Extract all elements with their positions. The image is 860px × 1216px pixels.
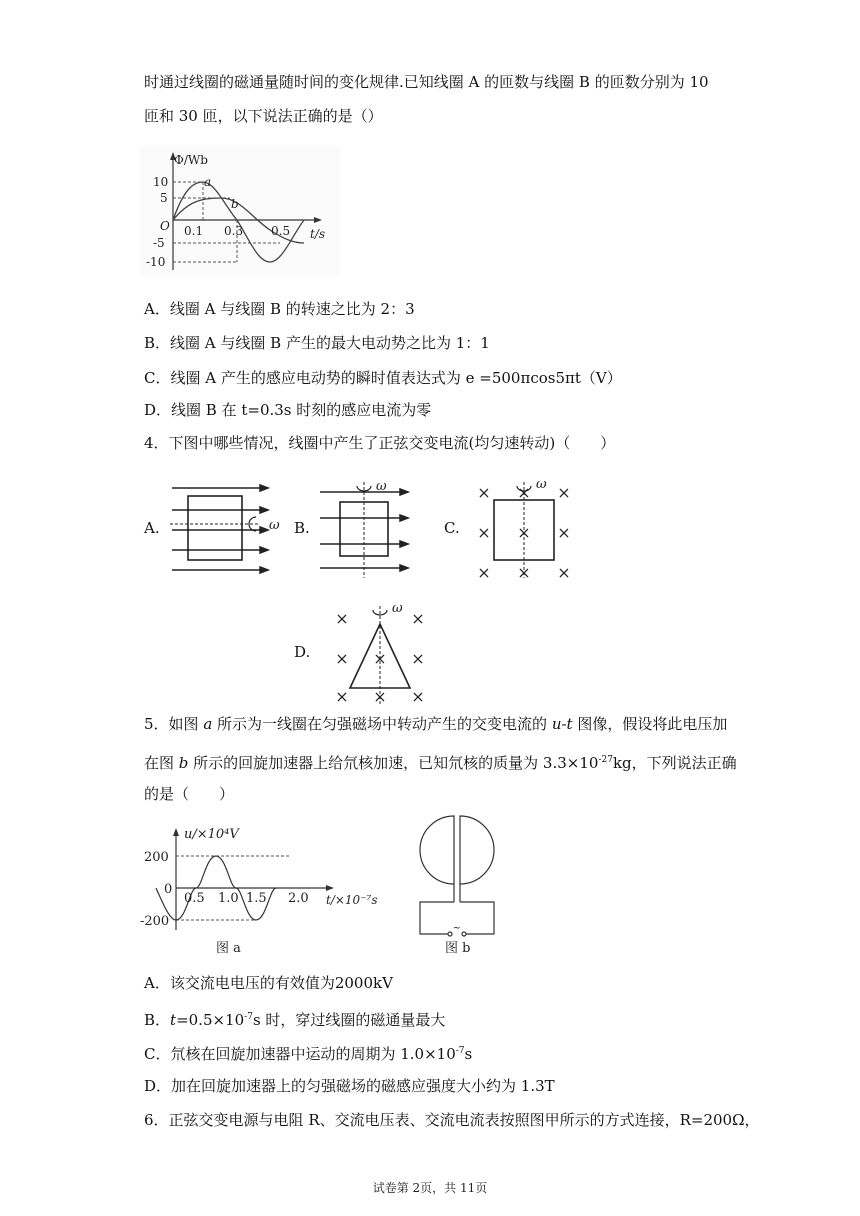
svg-text:×: × xyxy=(517,523,531,542)
x-tick-0.1: 0.1 xyxy=(184,224,204,238)
y-axis-label: Φ/Wb xyxy=(174,153,208,167)
x-tick-1.5: 1.5 xyxy=(246,891,267,906)
svg-text:×: × xyxy=(517,563,531,580)
x-tick-2.0: 2.0 xyxy=(288,891,309,906)
svg-text:×: × xyxy=(557,563,571,580)
x-tick-0.3: 0.3 xyxy=(224,224,244,238)
svg-text:~: ~ xyxy=(452,923,462,934)
q5-option-d: D．加在回旋加速器上的匀强磁场的磁感应强度大小约为 1.3T xyxy=(144,1077,555,1095)
fig-b-caption: 图 b xyxy=(445,941,471,956)
y-tick-5: 5 xyxy=(160,191,168,205)
y-tick-0: 0 xyxy=(164,882,173,897)
y-tick-10: 10 xyxy=(153,175,169,189)
x-axis-label: t/s xyxy=(310,227,326,241)
svg-text:×: × xyxy=(373,687,387,706)
q4-figure-d xyxy=(332,596,432,706)
page-footer: 试卷第 2页，共 11页 xyxy=(372,1181,488,1195)
q5-stem-line1: 5．如图 a 所示为一线圈在匀强磁场中转动产生的交变电流的 u-t 图像，假设将此电压加 xyxy=(144,715,728,733)
q3-option-d: D．线圈 B 在 t=0.3s 时刻的感应电流为零 xyxy=(144,401,432,419)
svg-text:ω: ω xyxy=(392,601,403,616)
q4-figure-a xyxy=(168,480,288,580)
q5-voltage-graph xyxy=(140,822,390,958)
q4-stem: 4．下图中哪些情况，线圈中产生了正弦交变电流(均匀速转动)（ ） xyxy=(144,434,616,452)
q3-stem-line1: 时通过线圈的磁通量随时间的变化规律.已知线圈 A 的匝数与线圈 B 的匝数分别为 10 xyxy=(144,73,709,91)
q5-option-a: A．该交流电电压的有效值为2000kV xyxy=(144,974,393,992)
q3-option-a: A．线圈 A 与线圈 B 的转速之比为 2：3 xyxy=(144,300,415,318)
svg-text:×: × xyxy=(411,687,425,706)
q4-figure-c xyxy=(474,472,574,580)
x-tick-0.5: 0.5 xyxy=(271,224,291,238)
x-tick-1.0: 1.0 xyxy=(218,891,239,906)
svg-text:×: × xyxy=(557,523,571,542)
q4-label-b: B. xyxy=(294,519,310,537)
svg-text:×: × xyxy=(477,483,491,502)
origin-label: O xyxy=(160,219,170,233)
q3-flux-graph xyxy=(140,146,340,276)
q4-label-c: C. xyxy=(444,519,460,537)
svg-text:×: × xyxy=(335,649,349,668)
q5-stem-line3: 的是（ ） xyxy=(144,785,235,803)
svg-text:ω: ω xyxy=(269,518,280,533)
svg-text:×: × xyxy=(477,523,491,542)
curve-a-label: a xyxy=(204,175,212,189)
svg-text:×: × xyxy=(411,609,425,628)
y-tick-neg10: -10 xyxy=(146,255,166,269)
svg-text:×: × xyxy=(517,483,531,502)
q5-option-b: B．$t=0.5\times 10^{-7}s$ 时，穿过线圈的磁通量最大 xyxy=(144,1011,446,1029)
q4-label-d: D. xyxy=(294,643,311,661)
svg-text:×: × xyxy=(335,609,349,628)
svg-text:×: × xyxy=(557,483,571,502)
svg-text:ω: ω xyxy=(376,479,387,494)
q4-label-a: A. xyxy=(144,519,160,537)
q5-cyclotron xyxy=(412,806,502,958)
svg-text:×: × xyxy=(411,649,425,668)
curve-b-label: b xyxy=(231,197,239,211)
x-tick-0.5: 0.5 xyxy=(184,891,205,906)
q3-option-b: B．线圈 A 与线圈 B 产生的最大电动势之比为 1：1 xyxy=(144,334,490,352)
q5-stem-line2: 在图 b 所示的回旋加速器上给氘核加速，已知氘核的质量为 $3.3\times 10^{-27}kg$，下列说法正确 xyxy=(144,754,737,772)
y-tick-200: 200 xyxy=(144,850,169,865)
svg-text:×: × xyxy=(477,563,491,580)
y-tick-neg200: -200 xyxy=(140,914,170,929)
svg-text:×: × xyxy=(335,687,349,706)
q3-stem-line2: 匝和 30 匝，以下说法正确的是（） xyxy=(144,107,383,125)
y-axis-label: u/×10⁴V xyxy=(184,827,239,842)
q4-figure-b xyxy=(318,474,423,580)
svg-text:×: × xyxy=(373,649,387,668)
y-tick-neg5: -5 xyxy=(153,236,165,250)
fig-a-caption: 图 a xyxy=(216,941,241,956)
x-axis-label: t/×10⁻⁷s xyxy=(326,893,378,907)
q6-stem: 6．正弦交变电源与电阻 R、交流电压表、交流电流表按照图甲所示的方式连接，R=200Ω， xyxy=(144,1111,760,1129)
svg-text:ω: ω xyxy=(536,477,547,492)
q3-option-c: C．线圈 A 产生的感应电动势的瞬时值表达式为 e =500πcos5πt（V） xyxy=(144,369,622,387)
q5-option-c: C．氘核在回旋加速器中运动的周期为 $1.0\times 10^{-7}s$ xyxy=(144,1045,473,1063)
